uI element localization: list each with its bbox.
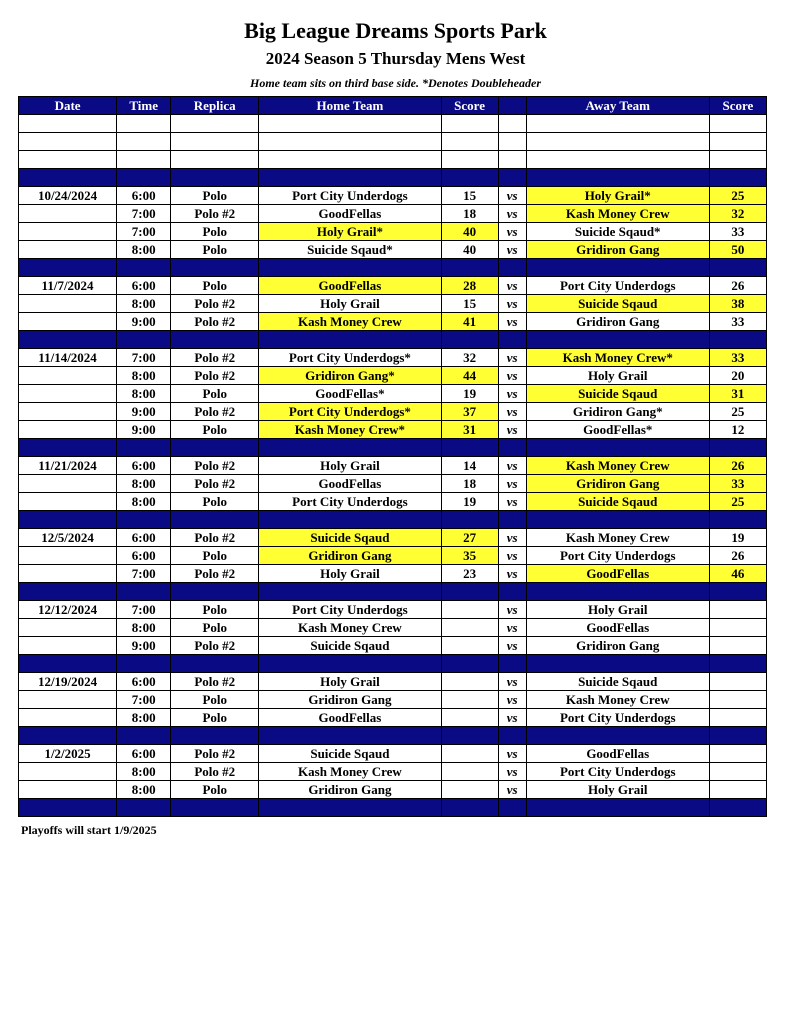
- away-team: Kash Money Crew: [526, 457, 709, 475]
- game-field: Polo #2: [171, 763, 259, 781]
- game-date: 10/24/2024: [19, 187, 117, 205]
- vs-label: vs: [498, 385, 526, 403]
- home-score: 15: [441, 295, 498, 313]
- away-score: 25: [709, 403, 766, 421]
- schedule-body: [19, 115, 767, 817]
- blank-row: [19, 151, 767, 169]
- game-time: 6:00: [117, 187, 171, 205]
- col-replica-header: Replica: [171, 97, 259, 115]
- week-separator: [19, 655, 767, 673]
- vs-label: vs: [498, 601, 526, 619]
- game-date: 11/7/2024: [19, 277, 117, 295]
- away-score: [709, 691, 766, 709]
- game-date: 11/21/2024: [19, 457, 117, 475]
- away-score: 33: [709, 349, 766, 367]
- game-row: [19, 493, 767, 511]
- game-field: Polo: [171, 601, 259, 619]
- home-score: [441, 673, 498, 691]
- game-time: 8:00: [117, 763, 171, 781]
- col-vs-header: [498, 97, 526, 115]
- away-score: 12: [709, 421, 766, 439]
- playoffs-note: Playoffs will start 1/9/2025: [21, 823, 157, 837]
- game-date: [19, 709, 117, 727]
- game-field: Polo: [171, 223, 259, 241]
- away-team: Gridiron Gang: [526, 241, 709, 259]
- away-score: 26: [709, 547, 766, 565]
- home-team: Port City Underdogs: [259, 187, 441, 205]
- blank-row: [19, 133, 767, 151]
- home-score: [441, 601, 498, 619]
- vs-label: vs: [498, 529, 526, 547]
- home-team: Suicide Sqaud: [259, 637, 441, 655]
- game-date: [19, 475, 117, 493]
- away-team: GoodFellas: [526, 565, 709, 583]
- game-time: 8:00: [117, 493, 171, 511]
- home-team: Gridiron Gang: [259, 547, 441, 565]
- home-score: 15: [441, 187, 498, 205]
- home-team: Kash Money Crew: [259, 313, 441, 331]
- home-team: Kash Money Crew: [259, 763, 441, 781]
- home-team: Suicide Sqaud*: [259, 241, 441, 259]
- vs-label: vs: [498, 619, 526, 637]
- away-score: 33: [709, 223, 766, 241]
- home-team: Port City Underdogs*: [259, 349, 441, 367]
- vs-label: vs: [498, 313, 526, 331]
- game-time: 7:00: [117, 601, 171, 619]
- game-date: 11/14/2024: [19, 349, 117, 367]
- away-team: Suicide Sqaud*: [526, 223, 709, 241]
- away-team: Port City Underdogs: [526, 547, 709, 565]
- week-separator: [19, 259, 767, 277]
- away-team: Port City Underdogs: [526, 709, 709, 727]
- game-date: 12/5/2024: [19, 529, 117, 547]
- week-separator: [19, 799, 767, 817]
- game-time: 7:00: [117, 205, 171, 223]
- home-score: 28: [441, 277, 498, 295]
- game-row: [19, 475, 767, 493]
- away-score: 46: [709, 565, 766, 583]
- home-score: [441, 709, 498, 727]
- vs-label: vs: [498, 547, 526, 565]
- game-date: [19, 421, 117, 439]
- vs-label: vs: [498, 421, 526, 439]
- away-score: [709, 763, 766, 781]
- game-field: Polo #2: [171, 205, 259, 223]
- home-team: Gridiron Gang: [259, 691, 441, 709]
- game-time: 9:00: [117, 421, 171, 439]
- game-time: 6:00: [117, 673, 171, 691]
- home-score: 40: [441, 223, 498, 241]
- away-score: [709, 673, 766, 691]
- game-field: Polo: [171, 691, 259, 709]
- game-date: 12/12/2024: [19, 601, 117, 619]
- home-score: 19: [441, 385, 498, 403]
- game-row: [19, 619, 767, 637]
- blank-row: [19, 115, 767, 133]
- away-team: Holy Grail: [526, 601, 709, 619]
- col-away-score-header: Score: [709, 97, 766, 115]
- home-score: [441, 691, 498, 709]
- home-team: GoodFellas: [259, 205, 441, 223]
- away-team: Kash Money Crew: [526, 529, 709, 547]
- away-score: 20: [709, 367, 766, 385]
- away-team: Gridiron Gang: [526, 475, 709, 493]
- schedule-table: [18, 96, 767, 817]
- game-date: [19, 691, 117, 709]
- vs-label: vs: [498, 187, 526, 205]
- away-team: Suicide Sqaud: [526, 673, 709, 691]
- home-score: 37: [441, 403, 498, 421]
- game-row: [19, 421, 767, 439]
- home-score: 18: [441, 475, 498, 493]
- away-score: [709, 781, 766, 799]
- game-row: [19, 223, 767, 241]
- away-score: 26: [709, 457, 766, 475]
- game-time: 7:00: [117, 223, 171, 241]
- home-score: 23: [441, 565, 498, 583]
- game-row: [19, 547, 767, 565]
- page-title: Big League Dreams Sports Park: [244, 18, 547, 43]
- away-team: Kash Money Crew*: [526, 349, 709, 367]
- away-score: [709, 619, 766, 637]
- away-score: 38: [709, 295, 766, 313]
- game-time: 7:00: [117, 349, 171, 367]
- away-score: [709, 601, 766, 619]
- game-row: [19, 187, 767, 205]
- game-date: [19, 547, 117, 565]
- home-score: [441, 763, 498, 781]
- away-team: Gridiron Gang*: [526, 403, 709, 421]
- game-date: [19, 637, 117, 655]
- away-team: GoodFellas: [526, 745, 709, 763]
- away-team: Suicide Sqaud: [526, 385, 709, 403]
- week-separator: [19, 727, 767, 745]
- game-row: [19, 673, 767, 691]
- game-row: [19, 205, 767, 223]
- vs-label: vs: [498, 691, 526, 709]
- game-field: Polo #2: [171, 367, 259, 385]
- game-field: Polo #2: [171, 637, 259, 655]
- away-score: 50: [709, 241, 766, 259]
- vs-label: vs: [498, 781, 526, 799]
- game-date: [19, 385, 117, 403]
- game-date: 12/19/2024: [19, 673, 117, 691]
- home-team: Port City Underdogs*: [259, 403, 441, 421]
- away-team: Holy Grail: [526, 781, 709, 799]
- header-row: [19, 97, 767, 115]
- game-time: 6:00: [117, 277, 171, 295]
- vs-label: vs: [498, 493, 526, 511]
- home-score: [441, 637, 498, 655]
- away-team: Kash Money Crew: [526, 691, 709, 709]
- week-separator: [19, 331, 767, 349]
- game-field: Polo #2: [171, 745, 259, 763]
- away-team: Port City Underdogs: [526, 763, 709, 781]
- away-score: 25: [709, 493, 766, 511]
- game-time: 6:00: [117, 547, 171, 565]
- game-date: [19, 241, 117, 259]
- vs-label: vs: [498, 637, 526, 655]
- home-score: 31: [441, 421, 498, 439]
- game-date: [19, 619, 117, 637]
- game-time: 8:00: [117, 619, 171, 637]
- game-field: Polo: [171, 619, 259, 637]
- week-separator: [19, 169, 767, 187]
- home-score: 32: [441, 349, 498, 367]
- home-team: Holy Grail: [259, 565, 441, 583]
- col-home-team-header: Home Team: [259, 97, 441, 115]
- home-team: Suicide Sqaud: [259, 745, 441, 763]
- game-date: [19, 781, 117, 799]
- vs-label: vs: [498, 205, 526, 223]
- game-row: [19, 709, 767, 727]
- game-row: [19, 295, 767, 313]
- vs-label: vs: [498, 709, 526, 727]
- home-score: 27: [441, 529, 498, 547]
- game-field: Polo: [171, 781, 259, 799]
- home-score: [441, 745, 498, 763]
- game-row: [19, 601, 767, 619]
- week-separator: [19, 511, 767, 529]
- game-field: Polo: [171, 493, 259, 511]
- game-field: Polo #2: [171, 529, 259, 547]
- game-time: 8:00: [117, 475, 171, 493]
- vs-label: vs: [498, 745, 526, 763]
- away-team: Gridiron Gang: [526, 313, 709, 331]
- game-field: Polo #2: [171, 403, 259, 421]
- away-score: 26: [709, 277, 766, 295]
- game-row: [19, 529, 767, 547]
- home-team: GoodFellas: [259, 709, 441, 727]
- away-team: Port City Underdogs: [526, 277, 709, 295]
- game-field: Polo #2: [171, 349, 259, 367]
- home-team: Port City Underdogs: [259, 493, 441, 511]
- game-row: [19, 637, 767, 655]
- game-row: [19, 241, 767, 259]
- game-time: 7:00: [117, 691, 171, 709]
- game-time: 9:00: [117, 403, 171, 421]
- game-date: [19, 313, 117, 331]
- game-time: 8:00: [117, 709, 171, 727]
- home-score: 35: [441, 547, 498, 565]
- col-away-team-header: Away Team: [526, 97, 709, 115]
- home-score: [441, 619, 498, 637]
- vs-label: vs: [498, 349, 526, 367]
- vs-label: vs: [498, 763, 526, 781]
- game-field: Polo: [171, 187, 259, 205]
- col-home-score-header: Score: [441, 97, 498, 115]
- week-separator: [19, 583, 767, 601]
- home-team: GoodFellas*: [259, 385, 441, 403]
- game-field: Polo: [171, 241, 259, 259]
- home-score: 19: [441, 493, 498, 511]
- game-row: [19, 763, 767, 781]
- game-time: 6:00: [117, 529, 171, 547]
- game-field: Polo: [171, 709, 259, 727]
- away-team: Suicide Sqaud: [526, 295, 709, 313]
- away-score: 33: [709, 475, 766, 493]
- game-field: Polo #2: [171, 475, 259, 493]
- game-field: Polo #2: [171, 673, 259, 691]
- page-subtitle: 2024 Season 5 Thursday Mens West: [265, 49, 526, 68]
- away-team: Kash Money Crew: [526, 205, 709, 223]
- home-score: 14: [441, 457, 498, 475]
- home-score: [441, 781, 498, 799]
- game-row: [19, 277, 767, 295]
- home-score: 41: [441, 313, 498, 331]
- game-field: Polo: [171, 277, 259, 295]
- game-time: 9:00: [117, 637, 171, 655]
- game-date: [19, 493, 117, 511]
- home-team: Gridiron Gang*: [259, 367, 441, 385]
- col-time-header: Time: [117, 97, 171, 115]
- game-date: [19, 223, 117, 241]
- game-time: 8:00: [117, 781, 171, 799]
- home-team: Kash Money Crew*: [259, 421, 441, 439]
- home-team: Holy Grail: [259, 457, 441, 475]
- away-team: Gridiron Gang: [526, 637, 709, 655]
- vs-label: vs: [498, 223, 526, 241]
- home-team: Gridiron Gang: [259, 781, 441, 799]
- away-score: [709, 637, 766, 655]
- col-date-header: Date: [19, 97, 117, 115]
- game-time: 8:00: [117, 367, 171, 385]
- vs-label: vs: [498, 565, 526, 583]
- week-separator: [19, 439, 767, 457]
- game-row: [19, 313, 767, 331]
- game-row: [19, 745, 767, 763]
- vs-label: vs: [498, 673, 526, 691]
- vs-label: vs: [498, 295, 526, 313]
- game-row: [19, 457, 767, 475]
- game-field: Polo #2: [171, 565, 259, 583]
- away-score: 31: [709, 385, 766, 403]
- game-date: [19, 205, 117, 223]
- home-team: Holy Grail*: [259, 223, 441, 241]
- home-team: Suicide Sqaud: [259, 529, 441, 547]
- vs-label: vs: [498, 241, 526, 259]
- game-time: 6:00: [117, 745, 171, 763]
- game-time: 7:00: [117, 565, 171, 583]
- away-team: Suicide Sqaud: [526, 493, 709, 511]
- game-row: [19, 691, 767, 709]
- home-team: GoodFellas: [259, 475, 441, 493]
- vs-label: vs: [498, 403, 526, 421]
- vs-label: vs: [498, 277, 526, 295]
- game-field: Polo: [171, 385, 259, 403]
- away-score: 25: [709, 187, 766, 205]
- away-score: [709, 745, 766, 763]
- game-field: Polo: [171, 421, 259, 439]
- game-time: 9:00: [117, 313, 171, 331]
- game-row: [19, 385, 767, 403]
- game-row: [19, 367, 767, 385]
- away-team: Holy Grail*: [526, 187, 709, 205]
- game-date: [19, 403, 117, 421]
- game-time: 8:00: [117, 295, 171, 313]
- away-team: Holy Grail: [526, 367, 709, 385]
- game-field: Polo #2: [171, 457, 259, 475]
- away-score: 19: [709, 529, 766, 547]
- away-team: GoodFellas: [526, 619, 709, 637]
- game-date: [19, 565, 117, 583]
- home-team: Port City Underdogs: [259, 601, 441, 619]
- home-score: 18: [441, 205, 498, 223]
- away-team: GoodFellas*: [526, 421, 709, 439]
- game-date: [19, 763, 117, 781]
- home-team: Holy Grail: [259, 295, 441, 313]
- vs-label: vs: [498, 367, 526, 385]
- game-row: [19, 349, 767, 367]
- vs-label: vs: [498, 475, 526, 493]
- away-score: 33: [709, 313, 766, 331]
- game-field: Polo #2: [171, 295, 259, 313]
- home-team: Holy Grail: [259, 673, 441, 691]
- game-time: 6:00: [117, 457, 171, 475]
- vs-label: vs: [498, 457, 526, 475]
- game-row: [19, 403, 767, 421]
- game-row: [19, 565, 767, 583]
- game-field: Polo #2: [171, 313, 259, 331]
- game-row: [19, 781, 767, 799]
- game-time: 8:00: [117, 241, 171, 259]
- away-score: [709, 709, 766, 727]
- game-date: [19, 295, 117, 313]
- game-date: 1/2/2025: [19, 745, 117, 763]
- game-time: 8:00: [117, 385, 171, 403]
- home-team: GoodFellas: [259, 277, 441, 295]
- home-score: 44: [441, 367, 498, 385]
- home-team: Kash Money Crew: [259, 619, 441, 637]
- home-score: 40: [441, 241, 498, 259]
- game-field: Polo: [171, 547, 259, 565]
- away-score: 32: [709, 205, 766, 223]
- game-date: [19, 367, 117, 385]
- schedule-note: Home team sits on third base side. *Denotes Doubleheader: [250, 76, 541, 90]
